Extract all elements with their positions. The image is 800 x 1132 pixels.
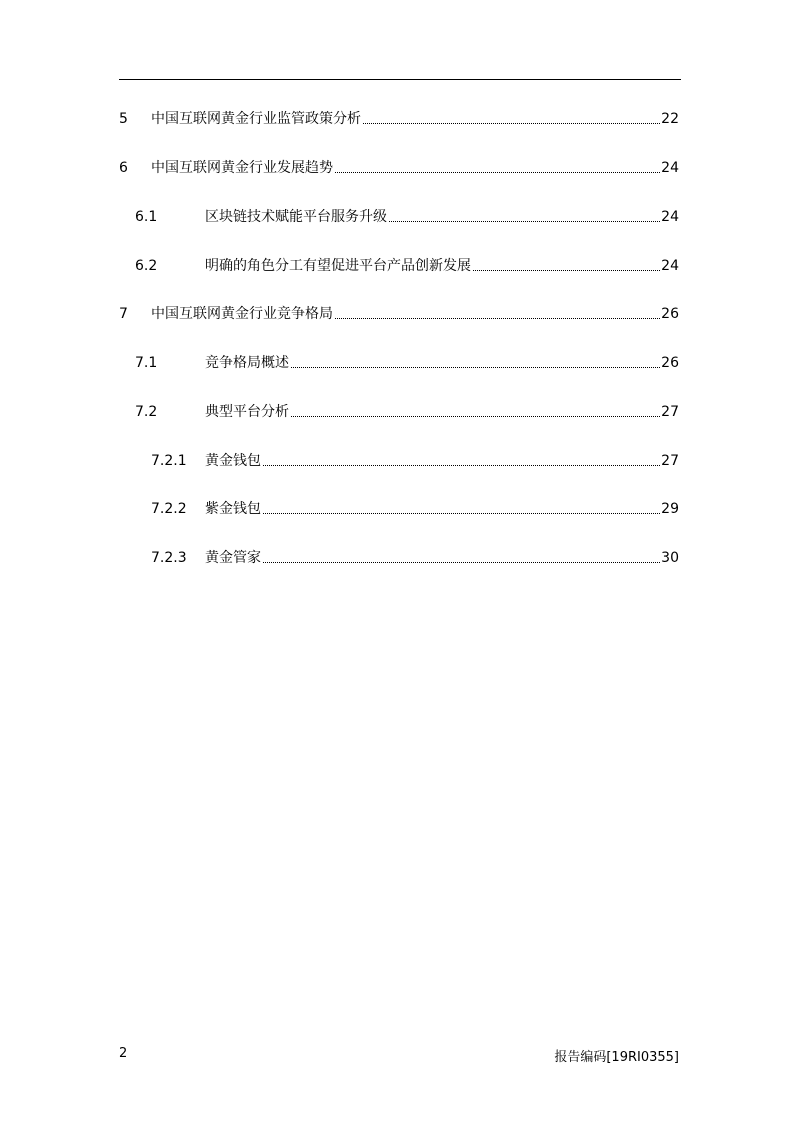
toc-entry-page: 26 (661, 355, 679, 371)
toc-dot-leader (363, 123, 660, 124)
toc-entry[interactable] (119, 156, 679, 178)
toc-entry-page: 26 (661, 306, 679, 322)
toc-entry[interactable] (135, 351, 679, 373)
toc-dot-leader (263, 465, 660, 466)
footer-report-code: 报告编码[19RI0355] (554, 1050, 679, 1065)
toc-dot-leader (291, 367, 660, 368)
toc-entry-title: 明确的角色分工有望促进平台产品创新发展 (205, 258, 471, 274)
toc-entry[interactable] (151, 449, 679, 471)
toc-entry-title: 典型平台分析 (205, 404, 289, 420)
toc-entry-title: 紫金钱包 (205, 501, 261, 517)
toc-entry-title: 区块链技术赋能平台服务升级 (205, 209, 387, 225)
toc-entry-number: 7 (119, 306, 128, 322)
toc-entry-page: 29 (661, 501, 679, 517)
toc-entry-page: 24 (661, 258, 679, 274)
toc-entry-number: 6.1 (135, 209, 158, 225)
toc-entry[interactable] (135, 400, 679, 422)
toc-entry-number: 7.2.1 (151, 453, 187, 469)
header-rule (119, 79, 681, 80)
toc-entry-number: 6 (119, 160, 128, 176)
toc-entry-number: 6.2 (135, 258, 158, 274)
toc-entry[interactable] (119, 107, 679, 129)
toc-entry[interactable] (135, 254, 679, 276)
toc-entry-title: 竞争格局概述 (205, 355, 289, 371)
toc-entry-number: 7.2.3 (151, 550, 187, 566)
toc-entry[interactable] (151, 546, 679, 568)
toc-entry-number: 7.2.2 (151, 501, 187, 517)
toc-entry-title: 黄金管家 (205, 550, 261, 566)
toc-entry[interactable] (151, 497, 679, 519)
toc-entry-page: 24 (661, 209, 679, 225)
toc-entry-number: 7.1 (135, 355, 158, 371)
toc-entry-title: 中国互联网黄金行业发展趋势 (151, 160, 333, 176)
toc-entry[interactable] (119, 302, 679, 324)
toc-dot-leader (335, 172, 660, 173)
toc-dot-leader (389, 221, 660, 222)
toc-entry-number: 7.2 (135, 404, 158, 420)
toc-dot-leader (263, 562, 660, 563)
toc-dot-leader (263, 513, 660, 514)
toc-entry-title: 黄金钱包 (205, 453, 261, 469)
toc-entry-title: 中国互联网黄金行业竞争格局 (151, 306, 333, 322)
toc-entry[interactable] (135, 205, 679, 227)
toc-entry-title: 中国互联网黄金行业监管政策分析 (151, 111, 361, 127)
toc-entry-page: 27 (661, 453, 679, 469)
toc-dot-leader (291, 416, 660, 417)
toc-entry-page: 22 (661, 111, 679, 127)
toc-dot-leader (335, 318, 660, 319)
toc-entry-page: 27 (661, 404, 679, 420)
toc-entry-page: 30 (661, 550, 679, 566)
toc-entry-number: 5 (119, 111, 128, 127)
toc-dot-leader (473, 270, 660, 271)
toc-entry-page: 24 (661, 160, 679, 176)
footer-page-number: 2 (119, 1046, 128, 1061)
